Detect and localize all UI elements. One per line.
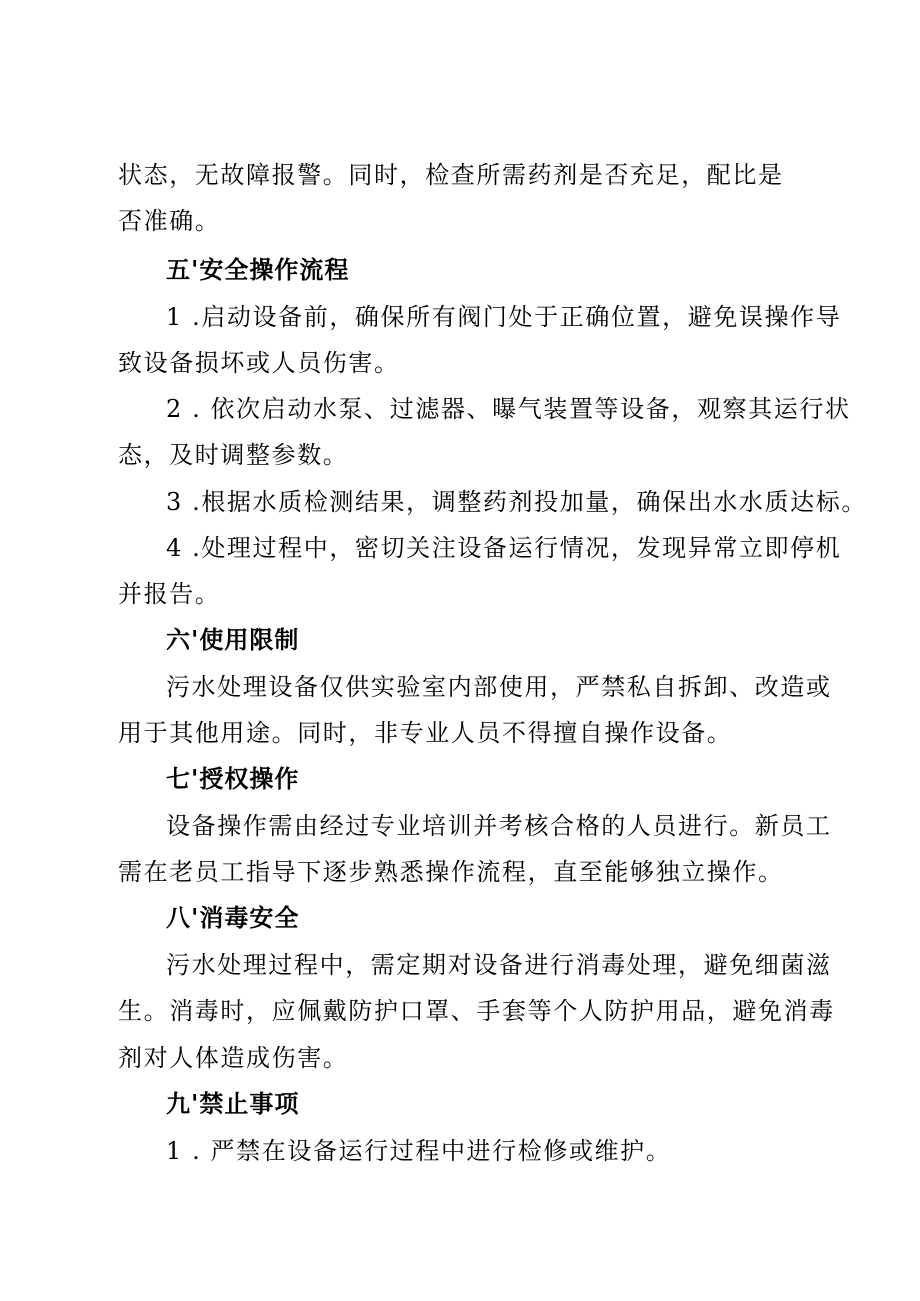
text-line: 3 .根据水质检测结果，调整药剂投加量，确保出水水质达标。 <box>166 488 867 516</box>
section-heading: 七'授权操作 <box>166 764 300 793</box>
text-line: 1 .启动设备前，确保所有阀门处于正确位置，避免误操作导 <box>166 303 842 331</box>
section-heading: 五'安全操作流程 <box>166 255 350 284</box>
text-line: 污水处理设备仅供实验室内部使用，严禁私自拆卸、改造或 <box>166 673 832 701</box>
text-line: 4 .处理过程中，密切关注设备运行情况，发现异常立即停机 <box>166 534 842 562</box>
text-line: 剂对人体造成伤害。 <box>118 1044 349 1072</box>
text-line: 生。消毒时，应佩戴防护口罩、手套等个人防护用品，避免消毒 <box>118 997 835 1025</box>
text-line: 设备操作需由经过专业培训并考核合格的人员进行。新员工 <box>166 812 832 840</box>
text-line: 污水处理过程中，需定期对设备进行消毒处理，避免细菌滋 <box>166 951 832 979</box>
text-line: 1 . 严禁在设备运行过程中进行检修或维护。 <box>166 1137 672 1165</box>
text-line: 用于其他用途。同时，非专业人员不得擅自操作设备。 <box>118 719 733 747</box>
text-line: 态，及时调整参数。 <box>118 441 349 469</box>
text-line: 状态，无故障报警。同时，检查所需药剂是否充足，配比是 <box>118 161 784 189</box>
section-heading: 八'消毒安全 <box>166 903 300 932</box>
text-line: 需在老员工指导下逐步熟悉操作流程，直至能够独立操作。 <box>118 858 784 886</box>
section-heading: 九'禁止事项 <box>166 1089 300 1118</box>
text-line: 2 . 依次启动水泵、过滤器、曝气装置等设备，观察其运行状 <box>166 395 851 423</box>
text-line: 并报告。 <box>118 580 221 608</box>
text-line: 致设备损坏或人员伤害。 <box>118 349 400 377</box>
section-heading: 六'使用限制 <box>166 625 300 654</box>
text-line: 否准确。 <box>118 207 221 235</box>
